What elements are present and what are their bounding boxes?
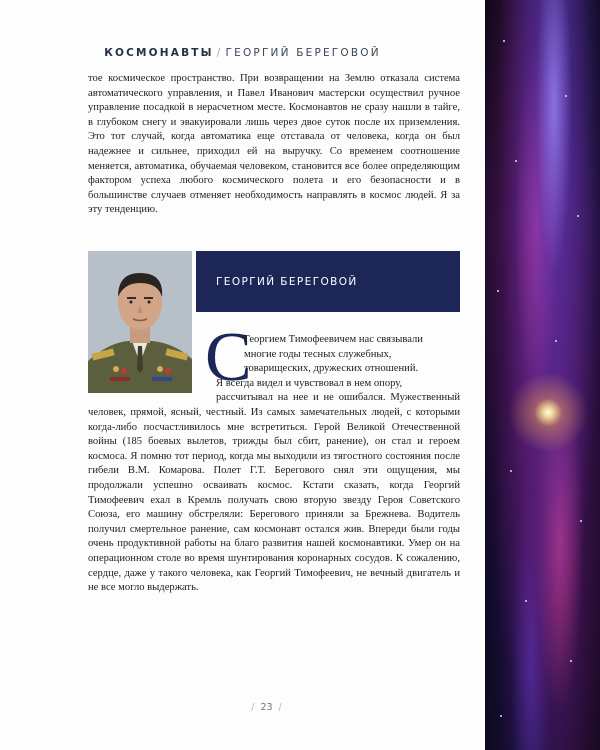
wrapped-line: товарищеских, дружеских отношений.: [244, 363, 419, 374]
drop-cap: С: [205, 319, 252, 396]
wrapped-line: Я всегда видел и чувствовал в нем опору,: [216, 378, 403, 389]
wrapped-line: Георгием Тимофеевичем нас связывали: [244, 334, 423, 345]
page-number-divider-left: /: [251, 702, 255, 713]
section-banner-title: ГЕОРГИЙ БЕРЕГОВОЙ: [216, 276, 358, 288]
page-number: [0, 702, 533, 713]
running-head-subsection: ГЕОРГИЙ БЕРЕГОВОЙ: [225, 47, 381, 59]
intro-paragraph: тое космическое пространство. При возвращении на Землю отказала система автоматического управления, и Павел Иванович мастерски осуществил ручное управление посадкой в нерасчетном месте. Космонавтов не сразу нашли в тайге, в глубоком снегу и эвакуировали лишь через двое суток после их приземления. Это тот случай, когда автоматика еще отставала от человека, когда он был надежнее и сильнее, приходил ей на выручку. Со временем соотношение меняется, автоматика, обучаемая человеком, становится все более определяющим фактором успеха любого космического полета и его безопасности и в большинстве случаев отменяет необходимость направлять в космос людей. Я за эту тенденцию.: [88, 73, 460, 216]
portrait-photo: [88, 251, 192, 393]
space-nebula-image: [485, 0, 600, 750]
wrapped-line: многие годы тесных служебных,: [244, 349, 392, 360]
running-head: [0, 47, 485, 59]
running-head-section: КОСМОНАВТЫ: [104, 47, 214, 59]
page-number-divider-right: /: [278, 702, 282, 713]
wrapped-line: рассчитывал на нее и не ошибался. Мужественный: [216, 392, 460, 403]
page-number-value: 23: [260, 702, 273, 713]
main-paragraph: человек, прямой, ясный, честный. Из самых замечательных людей, с которыми когда-либо посчастливилось мне встретиться. Герой Великой Отечественной войны (185 боевых вылетов, трижды был сбит, ранение), он стал и героем космоса. Я помню тот период, когда мы выходили из тягостного состояния после гибели В.М. Комарова. Полет Г.Т. Берегового снял эти ощущения, мы продолжали успешно осваивать космос. Кстати сказать, когда Георгий Тимофеевич ехал в Кремль получать свою вторую звезду Героя Советского Союза, его машину обстреляли: Берегового приняли за Брежнева. Водитель получил смертельное ранение, сам космонавт остался жив. Впереди были годы очень продуктивной работы на благо развития нашей космонавтики. Умер он на операционном столе во время шунтирования коронарных сосудов. К сожалению, сердце, даже у такого человека, как Георгий Тимофеевич, не вечный двигатель и не все могло выдержать.: [88, 407, 460, 594]
section-banner: [196, 251, 460, 312]
running-head-divider: /: [216, 47, 223, 59]
